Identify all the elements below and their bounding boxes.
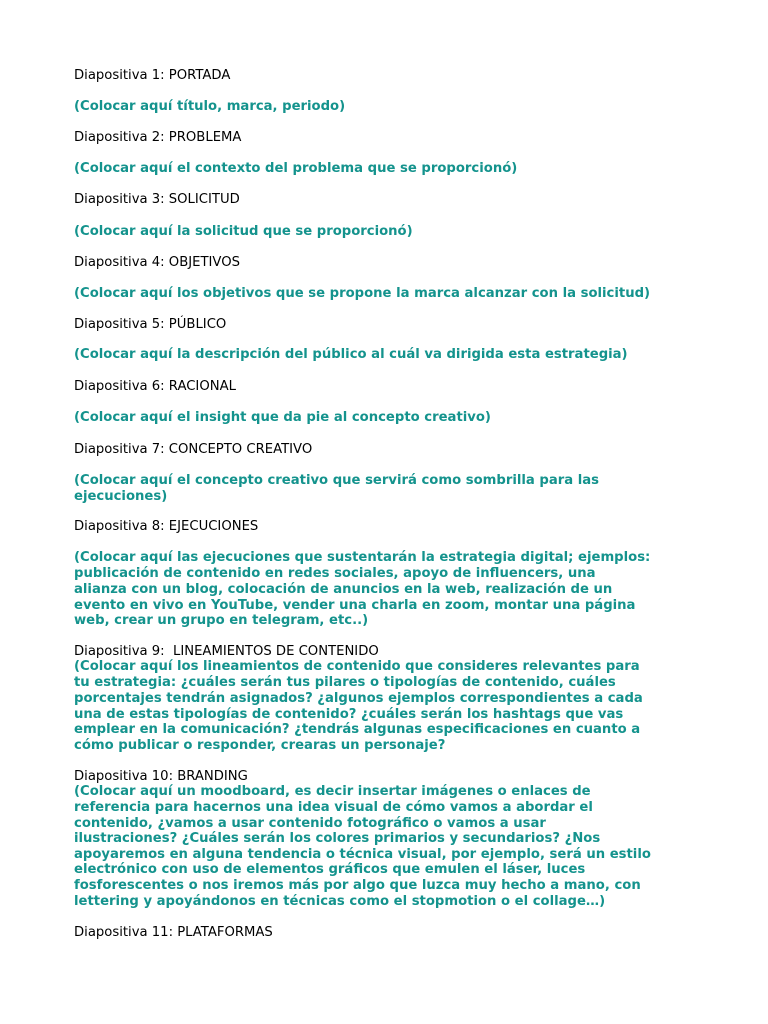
slide-6-heading: Diapositiva 6: RACIONAL [74, 379, 236, 394]
slide-8-placeholder-line-4: evento en vivo en YouTube, vender una charla en zoom, montar una página [74, 598, 636, 613]
slide-10-placeholder-line-4: ilustraciones? ¿Cuáles serán los colores primarios y secundarios? ¿Nos [74, 831, 601, 846]
slide-10-placeholder-line-3: contenido, ¿vamos a usar contenido fotográfico o vamos a usar [74, 816, 546, 831]
slide-10-placeholder-line-5: apoyaremos en alguna tendencia o técnica visual, por ejemplo, será un estilo [74, 847, 651, 862]
slide-9-placeholder-line-5: emplear en la comunicación? ¿tendrás algunas especificaciones en cuanto a [74, 722, 641, 737]
slide-3-heading: Diapositiva 3: SOLICITUD [74, 192, 240, 207]
slide-9-placeholder-line-1: (Colocar aquí los lineamientos de contenido que consideres relevantes para [74, 659, 640, 674]
slide-11-heading: Diapositiva 11: PLATAFORMAS [74, 925, 273, 940]
slide-8-placeholder-line-3: alianza con un blog, colocación de anuncios en la web, realización de un [74, 582, 613, 597]
slide-10-placeholder-line-1: (Colocar aquí un moodboard, es decir insertar imágenes o enlaces de [74, 784, 591, 799]
slide-10-placeholder-line-6: electrónico con uso de elementos gráficos que emulen el láser, luces [74, 862, 586, 877]
slide-9-placeholder-line-2: tu estrategia: ¿cuáles serán tus pilares o tipologías de contenido, cuáles [74, 675, 616, 690]
slide-8-placeholder-line-2: publicación de contenido en redes sociales, apoyo de influencers, una [74, 566, 596, 581]
slide-10-heading: Diapositiva 10: BRANDING [74, 769, 248, 784]
slide-8-heading: Diapositiva 8: EJECUCIONES [74, 519, 259, 534]
slide-1-placeholder: (Colocar aquí título, marca, periodo) [74, 99, 346, 114]
slide-1-heading: Diapositiva 1: PORTADA [74, 68, 231, 83]
slide-3-placeholder: (Colocar aquí la solicitud que se proporcionó) [74, 224, 413, 239]
slide-10-placeholder-line-7: fosforescentes o nos iremos más por algo que luzca muy hecho a mano, con [74, 878, 641, 893]
slide-9-heading: Diapositiva 9: LINEAMIENTOS DE CONTENIDO [74, 644, 379, 659]
slide-7-placeholder-line-1: (Colocar aquí el concepto creativo que servirá como sombrilla para las [74, 473, 599, 488]
slide-5-placeholder: (Colocar aquí la descripción del público al cuál va dirigida esta estrategia) [74, 347, 628, 362]
slide-8-placeholder-line-5: web, crear un grupo en telegram, etc..) [74, 613, 369, 628]
slide-2-placeholder: (Colocar aquí el contexto del problema que se proporcionó) [74, 161, 518, 176]
slide-6-placeholder: (Colocar aquí el insight que da pie al concepto creativo) [74, 410, 491, 425]
slide-7-placeholder-line-2: ejecuciones) [74, 489, 168, 504]
slide-9-placeholder-line-4: una de estas tipologías de contenido? ¿cuáles serán los hashtags que vas [74, 707, 624, 722]
slide-4-heading: Diapositiva 4: OBJETIVOS [74, 255, 240, 270]
slide-8-placeholder-line-1: (Colocar aquí las ejecuciones que sustentarán la estrategia digital; ejemplos: [74, 550, 651, 565]
slide-2-heading: Diapositiva 2: PROBLEMA [74, 130, 242, 145]
slide-10-placeholder-line-2: referencia para hacernos una idea visual de cómo vamos a abordar el [74, 800, 593, 815]
slide-7-heading: Diapositiva 7: CONCEPTO CREATIVO [74, 442, 313, 457]
slide-5-heading: Diapositiva 5: PÚBLICO [74, 317, 227, 332]
slide-10-placeholder-line-8: lettering y apoyándonos en técnicas como el stopmotion o el collage…) [74, 894, 606, 909]
slide-9-placeholder-line-6: cómo publicar o responder, crearas un personaje? [74, 738, 446, 753]
slide-4-placeholder: (Colocar aquí los objetivos que se propone la marca alcanzar con la solicitud) [74, 286, 651, 301]
slide-9-placeholder-line-3: porcentajes tendrán asignados? ¿algunos ejemplos correspondientes a cada [74, 691, 643, 706]
